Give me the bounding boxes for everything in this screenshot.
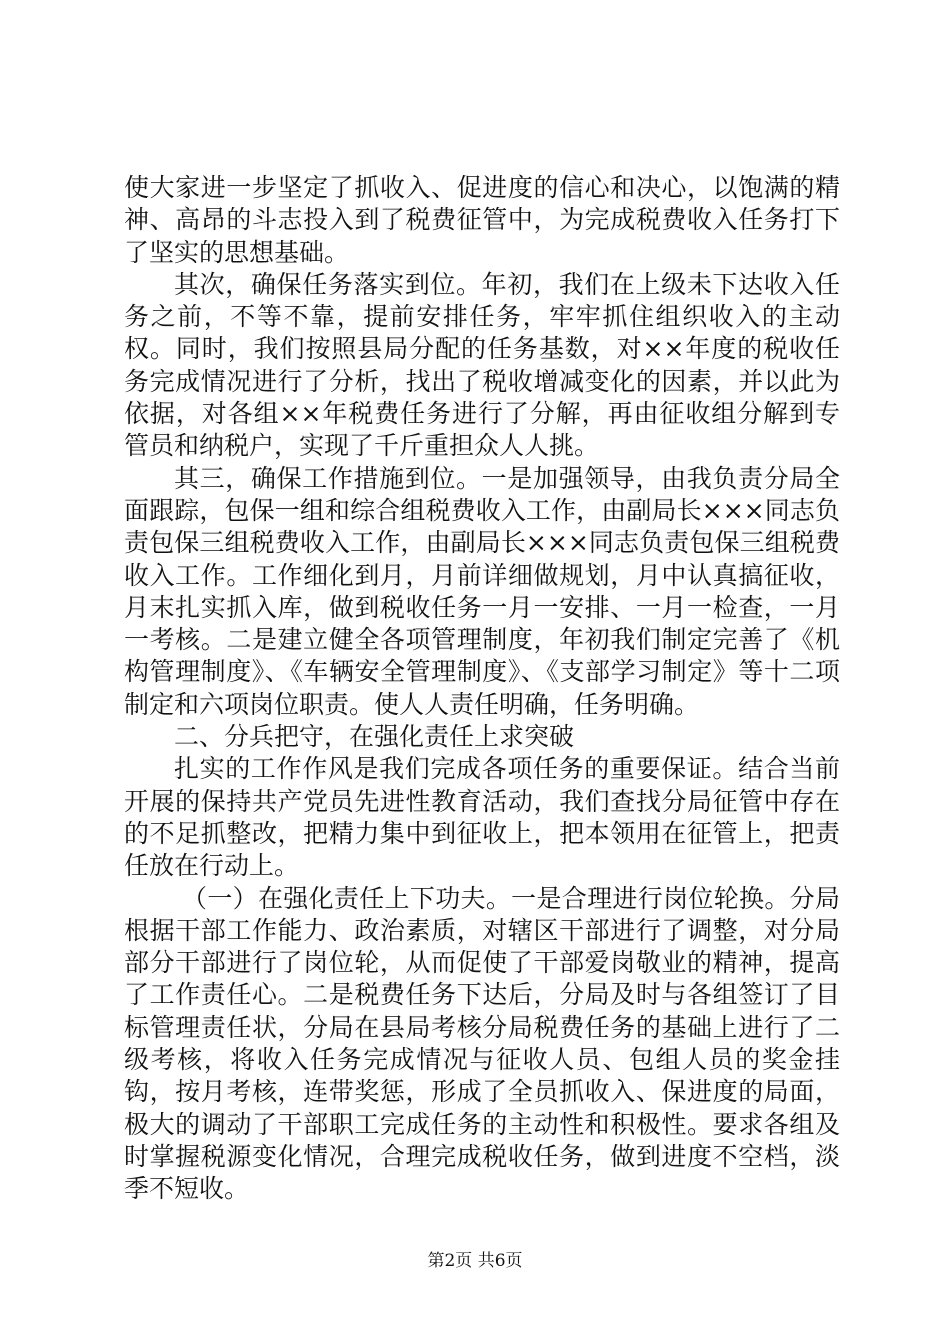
- document-body: [124, 172, 840, 1206]
- paragraph-continuation: 使大家进一步坚定了抓收入、促进度的信心和决心，以饱满的精神、高昂的斗志投入到了税费征管中，为完成税费收入任务打下了坚实的思想基础。: [124, 173, 840, 267]
- section-heading: 二、分兵把守，在强化责任上求突破: [174, 722, 575, 752]
- paragraph-second: 其次，确保任务落实到位。年初，我们在上级未下达收入任务之前，不等不靠，提前安排任务，牢牢抓住组织收入的主动权。同时，我们按照县局分配的任务基数，对××年度的税收任务完成情况进行了分析，找出了税收增减变化的因素，并以此为依据，对各组××年税费任务进行了分解，再由征收组分解到专管员和纳税户，实现了千斤重担众人人挑。: [124, 269, 840, 461]
- page-footer: 第2页 共6页: [427, 1251, 523, 1271]
- paragraph-responsibility: （一）在强化责任上下功夫。一是合理进行岗位轮换。分局根据干部工作能力、政治素质，对辖区干部进行了调整，对分局部分干部进行了岗位轮，从而促使了干部爱岗敬业的精神，提高了工作责任心。二是税费任务下达后，分局及时与各组签订了目标管理责任状，分局在县局考核分局税费任务的基础上进行了二级考核，将收入任务完成情况与征收人员、包组人员的奖金挂钩，按月考核，连带奖惩，形成了全员抓收入、保进度的局面，极大的调动了干部职工完成任务的主动性和积极性。要求各组及时掌握税源变化情况，合理完成税收任务，做到进度不空档，淡季不短收。: [124, 883, 840, 1204]
- paragraph-third: 其三，确保工作措施到位。一是加强领导，由我负责分局全面跟踪，包保一组和综合组税费收入工作，由副局长×××同志负责包保三组税费收入工作，由副局长×××同志负责包保三组税费收入工作。工作细化到月，月前详细做规划，月中认真搞征收，月末扎实抓入库，做到税收任务一月一安排、一月一检查，一月一考核。二是建立健全各项管理制度，年初我们制定完善了《机构管理制度》、《车辆安全管理制度》、《支部学习制定》等十二项制定和六项岗位职责。使人人责任明确，任务明确。: [124, 463, 840, 719]
- paragraph-work-style: 扎实的工作作风是我们完成各项任务的重要保证。结合当前开展的保持共产党员先进性教育活动，我们查找分局征管中存在的不足抓整改，把精力集中到征收上，把本领用在征管上，把责任放在行动上。: [124, 754, 840, 881]
